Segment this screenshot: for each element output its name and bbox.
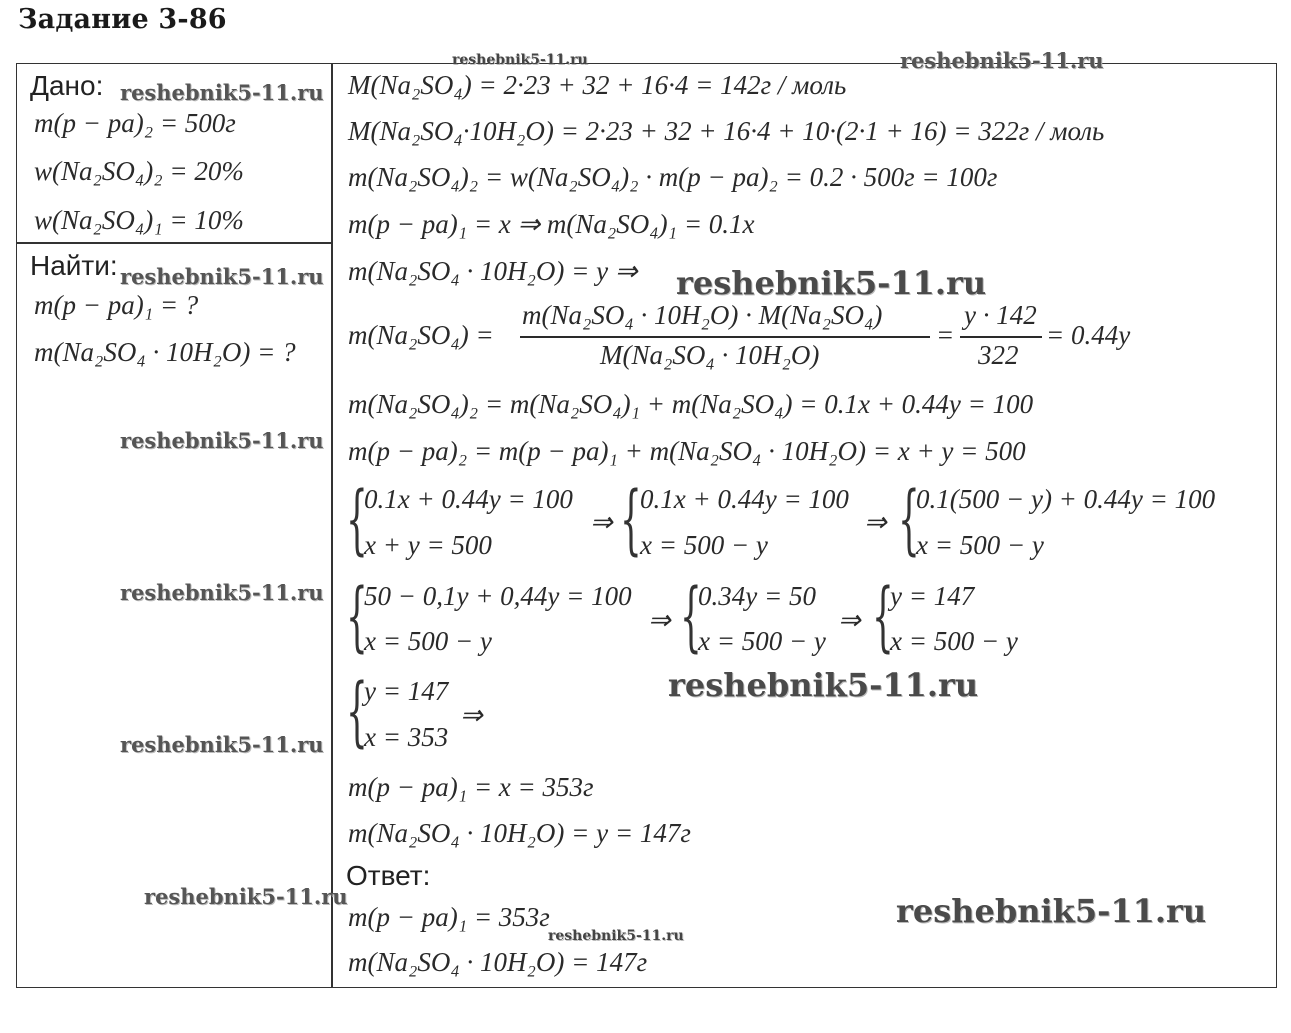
arrow-1: ⇒ — [590, 507, 613, 537]
solution-table — [16, 63, 1277, 988]
system2b-bottom: x = 500 − y — [698, 626, 826, 656]
find-line-hydrate: m(Na₂SO₄ · 10H₂O) = ? — [34, 337, 296, 367]
fraction2-denominator: 322 — [978, 340, 1019, 370]
mass-balance-line: m(p − pa)₂ = m(p − pa)₁ + m(Na₂SO₄ · 10H₂O) = x + y = 500 — [348, 436, 1026, 466]
answer-solution-mass: m(p − pa)₁ = 353г — [348, 902, 550, 932]
system2c-brace: { — [872, 571, 894, 660]
system3-top: y = 147 — [364, 676, 449, 706]
arrow-3: ⇒ — [648, 605, 671, 635]
system1b-top: 0.1x + 0.44y = 100 — [640, 484, 849, 514]
system1c-bottom: x = 500 − y — [916, 530, 1044, 560]
watermark-top-small: reshebnik5-11.ru — [452, 52, 588, 68]
watermark-top-right: reshebnik5-11.ru — [900, 48, 1104, 73]
fraction-numerator: m(Na₂SO₄ · 10H₂O) · M(Na₂SO₄) — [522, 300, 883, 330]
fraction2-bar — [960, 336, 1042, 338]
given-line-w2: w(Na₂SO₄)₂ = 20% — [34, 156, 244, 186]
system2a-top: 50 − 0,1y + 0,44y = 100 — [364, 581, 632, 611]
system2b-top: 0.34y = 50 — [698, 581, 816, 611]
fraction-equals: = — [936, 320, 955, 350]
system2c-top: y = 147 — [890, 581, 975, 611]
salt-balance-line: m(Na₂SO₄)₂ = m(Na₂SO₄)₁ + m(Na₂SO₄) = 0.1x + 0.44y = 100 — [348, 389, 1034, 419]
given-line-w1: w(Na₂SO₄)₁ = 10% — [34, 205, 244, 235]
system1b-brace: { — [620, 474, 642, 563]
fraction-denominator: M(Na₂SO₄ · 10H₂O) — [600, 340, 820, 370]
find-line-mass: m(p − pa)₁ = ? — [34, 290, 199, 320]
system2a-brace: { — [346, 571, 368, 660]
system1c-top: 0.1(500 − y) + 0.44y = 100 — [916, 484, 1216, 514]
watermark-left-3: reshebnik5-11.ru — [120, 732, 324, 757]
solution1-mass-line: m(p − pa)₁ = x ⇒ m(Na₂SO₄)₁ = 0.1x — [348, 209, 755, 239]
fraction2-numerator: y · 142 — [964, 300, 1037, 330]
watermark-bottom-right: reshebnik5-11.ru — [896, 892, 1207, 930]
find-label: Найти: — [30, 250, 118, 281]
given-line-mass: m(p − pa)₂ = 500г — [34, 108, 236, 138]
watermark-center: reshebnik5-11.ru — [676, 264, 987, 302]
system1a-brace: { — [346, 474, 368, 563]
result-solution-mass: m(p − pa)₁ = x = 353г — [348, 772, 594, 802]
watermark-bottom-small: reshebnik5-11.ru — [548, 928, 684, 944]
hydrate-molar-mass-line: M(Na₂SO₄·10H₂O) = 2·23 + 32 + 16·4 + 10·(2·1 + 16) = 322г / моль — [348, 116, 1105, 146]
system1b-bottom: x = 500 − y — [640, 530, 768, 560]
system2b-brace: { — [680, 571, 702, 660]
molar-mass-line: M(Na₂SO₄) = 2·23 + 32 + 16·4 = 142г / моль — [348, 70, 847, 100]
watermark-middle: reshebnik5-11.ru — [668, 666, 979, 704]
watermark-left-2: reshebnik5-11.ru — [120, 580, 324, 605]
arrow-2: ⇒ — [864, 507, 887, 537]
system1a-bottom: x + y = 500 — [364, 530, 492, 560]
task-title: Задание 3-86 — [18, 4, 227, 35]
system3-brace: { — [346, 666, 368, 755]
hydrate-mass-line: m(Na₂SO₄ · 10H₂O) = y ⇒ — [348, 256, 638, 286]
result-hydrate-mass: m(Na₂SO₄ · 10H₂O) = y = 147г — [348, 818, 691, 848]
system1a-top: 0.1x + 0.44y = 100 — [364, 484, 573, 514]
arrow-5: ⇒ — [460, 700, 483, 730]
watermark-left-1: reshebnik5-11.ru — [120, 428, 324, 453]
fraction-bar — [520, 336, 930, 338]
watermark-bottom-left: reshebnik5-11.ru — [144, 884, 348, 909]
arrow-4: ⇒ — [838, 605, 861, 635]
fraction-left: m(Na₂SO₄) = — [348, 320, 494, 350]
watermark-given: reshebnik5-11.ru — [120, 80, 324, 105]
given-find-divider — [16, 242, 332, 244]
system1c-brace: { — [898, 474, 920, 563]
column-divider — [331, 63, 333, 988]
fraction-result: = 0.44y — [1046, 320, 1131, 350]
answer-hydrate-mass: m(Na₂SO₄ · 10H₂O) = 147г — [348, 947, 648, 977]
given-label: Дано: — [30, 70, 104, 101]
system2a-bottom: x = 500 − y — [364, 626, 492, 656]
system2c-bottom: x = 500 − y — [890, 626, 1018, 656]
system3-bottom: x = 353 — [364, 722, 449, 752]
answer-label: Ответ: — [346, 860, 431, 891]
watermark-find: reshebnik5-11.ru — [120, 264, 324, 289]
salt-mass-line: m(Na₂SO₄)₂ = w(Na₂SO₄)₂ · m(p − pa)₂ = 0.2 · 500г = 100г — [348, 162, 998, 192]
